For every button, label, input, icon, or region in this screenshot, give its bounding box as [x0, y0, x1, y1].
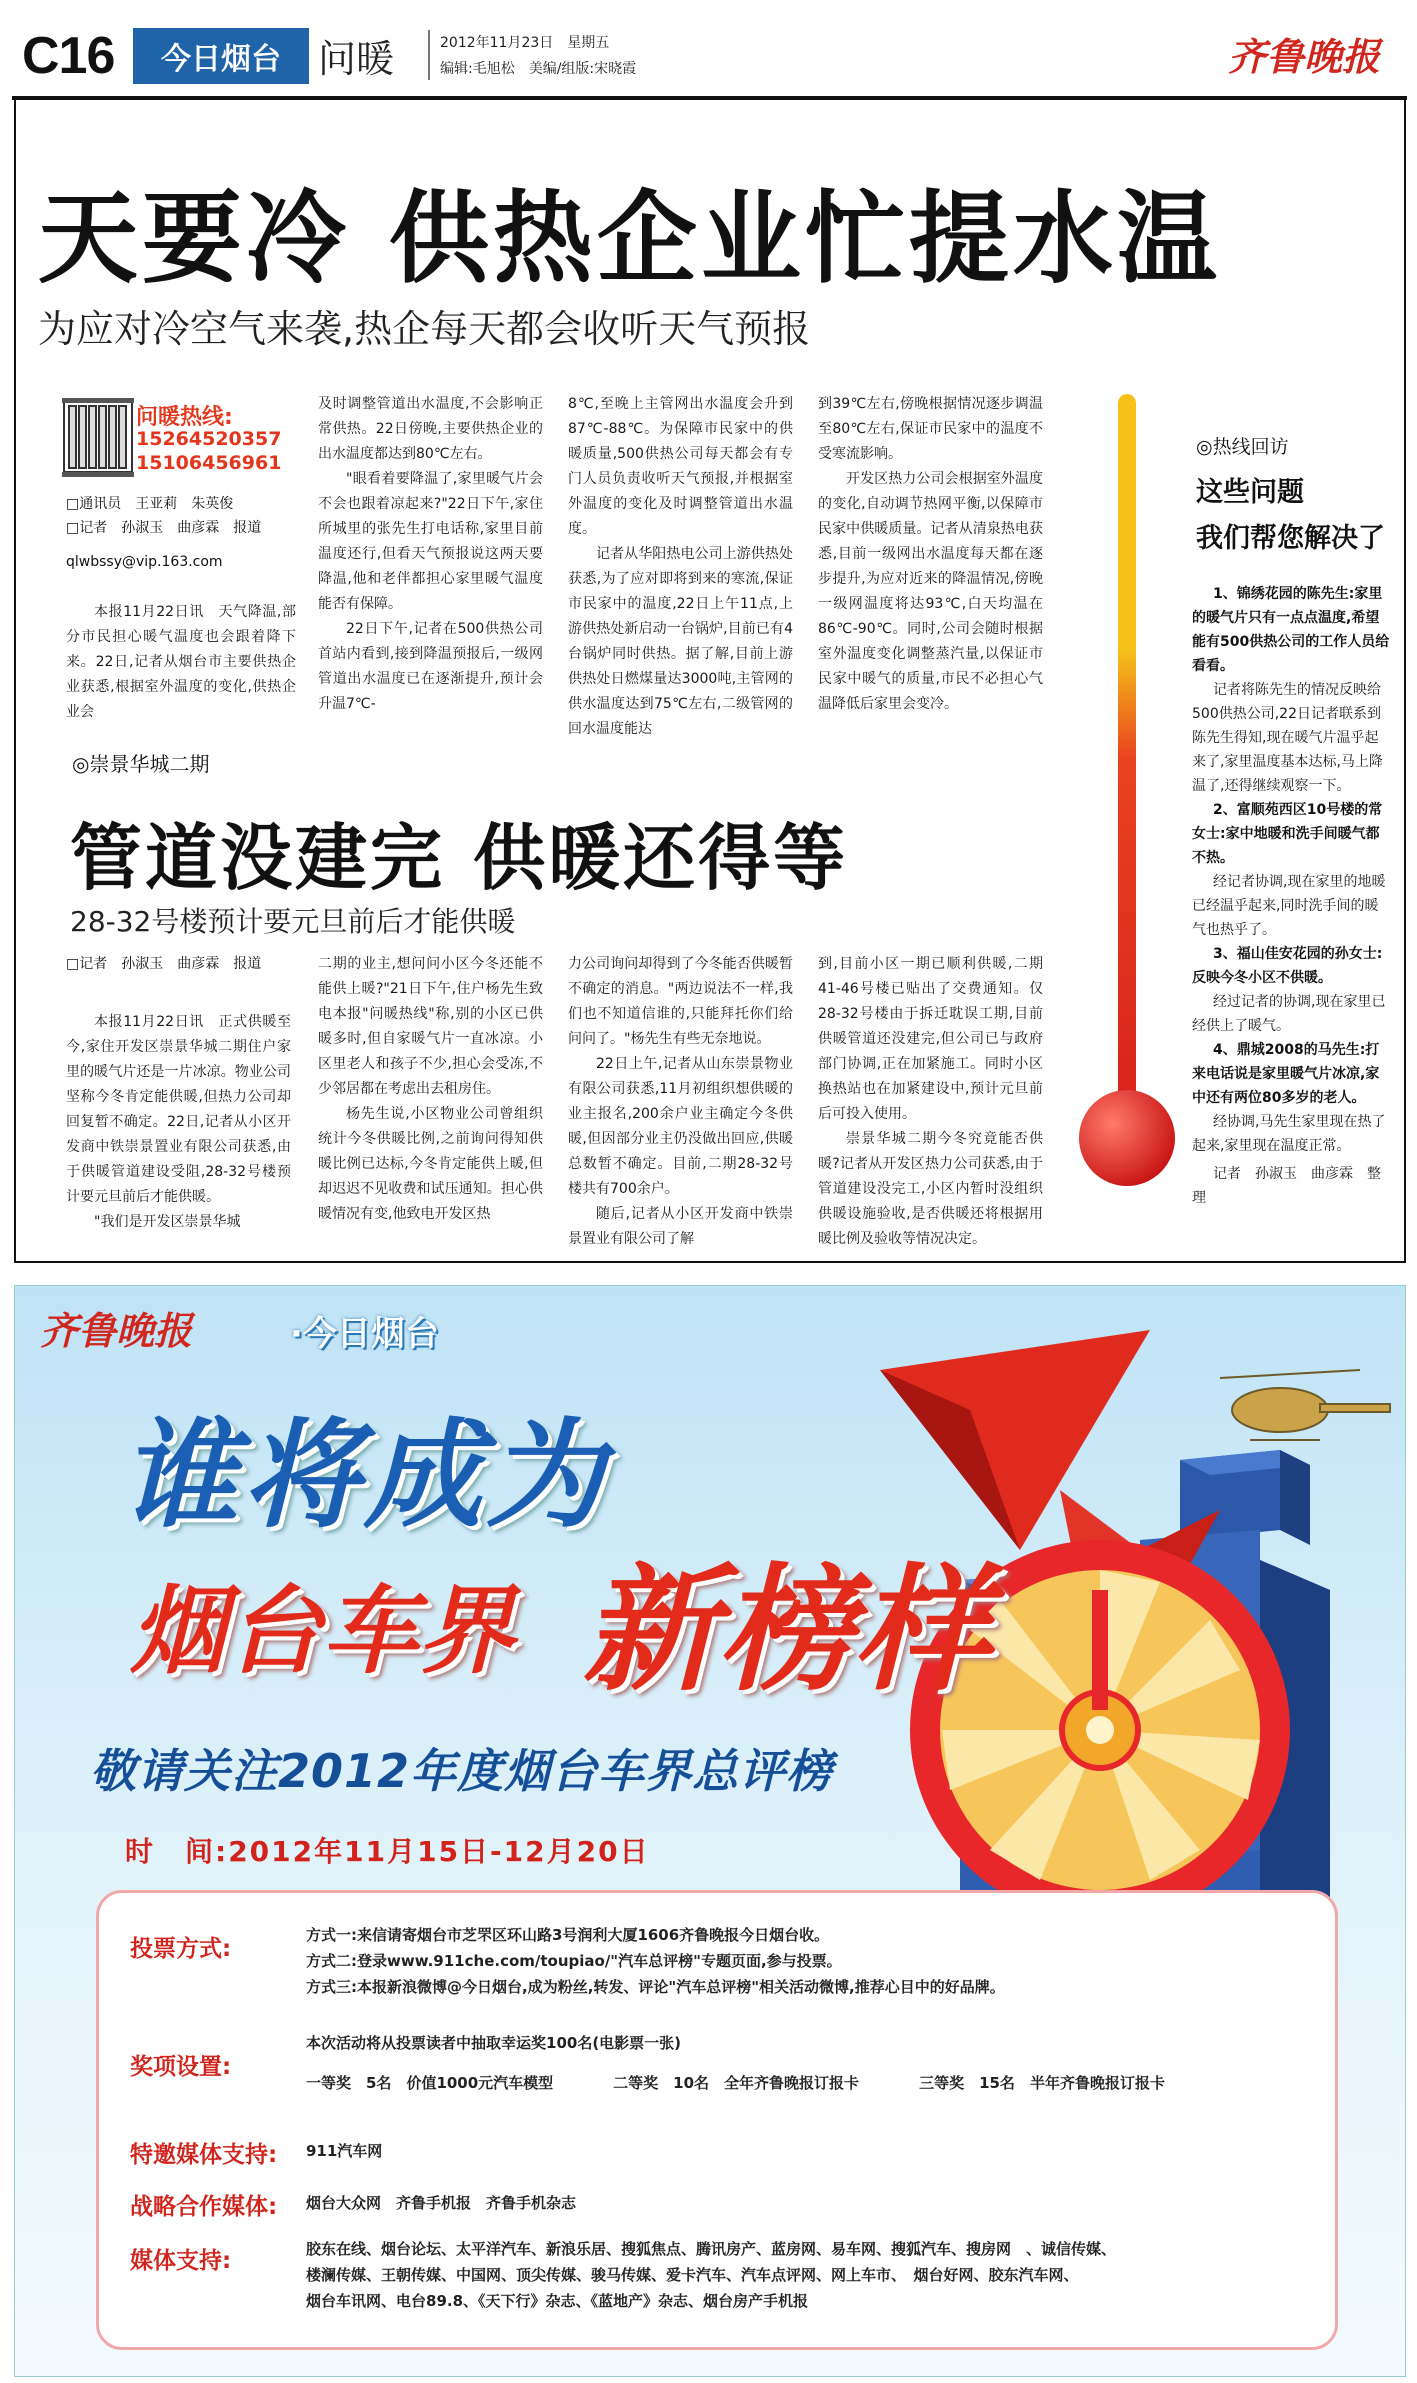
story2-subhead: 28-32号楼预计要元旦前后才能供暖 — [70, 905, 516, 938]
hotline-phone: 15264520357 — [136, 428, 282, 450]
vote-method: 方式二:登录www.911che.com/toupiao/"汽车总评榜"专题页面,参与投票。 — [306, 1952, 842, 1970]
special-media: 911汽车网 — [306, 2142, 383, 2160]
ad-event-dates: 时 间:2012年11月15日-12月20日 — [125, 1835, 650, 1868]
prize-line: 一等奖 5名 价值1000元汽车模型 二等奖 10名 全年齐鲁晚报订报卡 三等奖 15名 半年齐鲁晚报订报卡 — [306, 2074, 1165, 2092]
paragraph: 杨先生说,小区物业公司曾组织统计今冬供暖比例,之前询问得知供暖比例已达标,今冬肯定能供上暖,但却迟迟不见收费和试压通知。担心供暖情况有变,他致电开发区热 — [318, 1106, 543, 1222]
media-support-label: 媒体支持: — [130, 2248, 232, 2274]
prize-label: 奖项设置: — [130, 2054, 232, 2080]
media-line: 烟台车讯网、电台89.8、《天下行》杂志、《蓝地产》杂志、烟台房产手机报 — [306, 2292, 809, 2310]
thermometer-illustration — [1075, 390, 1179, 1190]
paragraph: "眼看着要降温了,家里暖气片会不会也跟着凉起来?"22日下午,家住所城里的张先生打电话称,家里目前温度还行,但看天气预报说这两天要降温,他和老伴都担心家里暖气温度能否有保障。 — [318, 471, 543, 612]
media-support-list — [306, 2236, 1316, 2314]
sidebar-item-answer: 记者将陈先生的情况反映给500供热公司,22日记者联系到陈先生得知,现在暖气片温乎起来了,家里温度基本达标,马上降温了,还得继续观察一下。 — [1192, 682, 1383, 794]
radiator-icon — [62, 396, 134, 478]
sidebar-heading: 这些问题 — [1196, 477, 1304, 508]
sidebar-item-question: 4、鼎城2008的马先生:打来电话说是家里暖气片冰凉,家中还有两位80多岁的老人。 — [1192, 1042, 1380, 1106]
sidebar-byline: 记者 孙淑玉 曲彦霖 整理 — [1192, 1166, 1381, 1206]
partner-media-label: 战略合作媒体: — [130, 2194, 278, 2220]
vote-methods — [306, 1922, 1316, 2000]
sidebar-item-question: 2、富顺苑西区10号楼的常女士:家中地暖和洗手间暖气都不热。 — [1192, 802, 1383, 866]
sidebar-tag: ◎热线回访 — [1196, 436, 1289, 458]
special-media-label: 特邀媒体支持: — [130, 2142, 278, 2168]
story2-column-1 — [66, 1010, 291, 1250]
sidebar-item-answer: 经记者协调,现在家里的地暖已经温乎起来,同时洗手间的暖气也热乎了。 — [1192, 874, 1386, 938]
byline-line: □通讯员 王亚莉 朱英俊 — [66, 496, 234, 512]
paragraph: 记者从华阳热电公司上游供热处获悉,为了应对即将到来的寒流,保证市民家中的温度,22日上午11点,上游供热处新启动一台锅炉,目前已有4台锅炉同时供热。据了解,目前上游供热处日燃煤量达3000吨,主管网的供水温度达到75℃左右,二级管网的回水温度能达 — [568, 546, 793, 737]
ad-headline: 谁将成为 — [120, 1406, 609, 1544]
email: qlwbssy@vip.163.com — [66, 554, 223, 570]
story2-headline: 管道没建完 供暖还得等 — [70, 816, 849, 900]
column-label: 问暖 — [318, 37, 395, 81]
ad-headline: 烟台车界 — [130, 1575, 514, 1687]
paragraph: 崇景华城二期今冬究竟能否供暖?记者从开发区热力公司获悉,由于管道建设没完工,小区内暂时没组织供暖设施验收,是否供暖还将根据用暖比例及验收等情况决定。 — [818, 1131, 1043, 1247]
hotline-title: 问暖热线: — [136, 405, 233, 430]
byline-line: □记者 孙淑玉 曲彦霖 报道 — [66, 520, 262, 536]
sidebar-item — [1192, 1038, 1392, 1110]
issue-date: 2012年11月23日 星期五 — [440, 35, 610, 51]
paragraph: 本报11月22日讯 天气降温,部分市民担心暖气温度也会跟着降下来。22日,记者从烟台市主要供热企业获悉,根据室外温度的变化,供热企业会 — [66, 604, 296, 720]
story2-byline: □记者 孙淑玉 曲彦霖 报道 — [66, 956, 262, 972]
newspaper-masthead: 齐鲁晚报 — [1228, 34, 1381, 79]
paragraph: 随后,记者从小区开发商中铁崇景置业有限公司了解 — [568, 1206, 793, 1247]
sidebar-item-answer: 经过记者的协调,现在家里已经供上了暖气。 — [1192, 994, 1386, 1034]
story1-column-4 — [818, 392, 1043, 722]
page-number: C16 — [22, 27, 115, 85]
ad-headline-emphasis: 新榜样 — [582, 1552, 990, 1710]
paragraph: 到,目前小区一期已顺利供暖,二期41-46号楼已贴出了交费通知。仅28-32号楼由于拆迁耽误工期,目前供暖管道还没建完,但公司已与政府部门协调,正在加紧施工。同时小区换热站也在加紧建设中,预计元旦前后可投入使用。 — [818, 956, 1043, 1122]
sidebar-item-question: 3、福山佳安花园的孙女士:反映今冬小区不供暖。 — [1192, 946, 1383, 986]
sidebar-body — [1192, 582, 1392, 1252]
paragraph: 22日上午,记者从山东崇景物业有限公司获悉,11月初组织想供暖的业主报名,200余户业主确定今冬供暖,但因部分业主仍没做出回应,供暖总数暂不确定。目前,二期28-32号楼共有700余户。 — [568, 1056, 793, 1197]
prize-line: 本次活动将从投票读者中抽取幸运奖100名(电影票一张) — [306, 2034, 682, 2052]
sidebar-item-answer: 经协调,马先生家里现在热了起来,家里现在温度正常。 — [1192, 1114, 1386, 1154]
paragraph: 开发区热力公司会根据室外温度的变化,自动调节热网平衡,以保障市民家中供暖质量。记者从清泉热电获悉,目前一级网出水温度每天都在逐步提升,为应对近来的降温情况,傍晚一级网温度将达93℃,白天均温在86℃-90℃。同时,公司会随时根据室外温度变化调整蒸汽量,以保证市民家中暖气的质量,市民不必担心气温降低后家里会变冷。 — [818, 471, 1043, 712]
hotline-phone: 15106456961 — [136, 452, 282, 474]
media-line: 楼澜传媒、王朝传媒、中国网、顶尖传媒、骏马传媒、爱卡汽车、汽车点评网、网上车市、 烟台好网、胶东汽车网、 — [306, 2266, 1079, 2284]
story1-column-3 — [568, 392, 793, 737]
sidebar-item — [1192, 942, 1392, 990]
section-label: 今日烟台 — [133, 28, 309, 84]
vote-method: 方式一:来信请寄烟台市芝罘区环山路3号润利大厦1606齐鲁晚报今日烟台收。 — [306, 1926, 830, 1944]
header-divider — [428, 30, 430, 80]
sidebar-heading: 我们帮您解决了 — [1196, 523, 1385, 554]
byline — [66, 492, 296, 574]
story2-column-4 — [818, 952, 1043, 1250]
partner-media: 烟台大众网 齐鲁手机报 齐鲁手机杂志 — [306, 2194, 577, 2212]
ad-masthead-logo: 齐鲁晚报 — [40, 1308, 193, 1353]
paragraph: 22日下午,记者在500供热公司首站内看到,接到降温预报后,一级网管道出水温度已在逐渐提升,预计会升温7℃- — [318, 621, 543, 712]
paragraph: 到39℃左右,傍晚根据情况逐步调温至80℃左右,保证市民家中的温度不受寒流影响。 — [818, 396, 1043, 462]
paragraph: "我们是开发区崇景华城 — [94, 1214, 241, 1230]
story1-column-1 — [66, 600, 296, 720]
story2-column-2 — [318, 952, 543, 1250]
paragraph: 及时调整管道出水温度,不会影响正常供热。22日傍晚,主要供热企业的出水温度都达到80℃左右。 — [318, 396, 543, 462]
paragraph: 8℃,至晚上主管网出水温度会升到87℃-88℃。为保障市民家中的供暖质量,500供热公司每天都会有专门人员负责收听天气预报,并根据室外温度的变化及时调整管道出水温度。 — [568, 396, 793, 537]
main-subhead: 为应对冷空气来袭,热企每天都会收听天气预报 — [38, 307, 811, 351]
vote-method-label: 投票方式: — [130, 1936, 232, 1962]
main-headline: 天要冷 供热企业忙提水温 — [38, 180, 1221, 297]
editor-credits: 编辑:毛旭松 美编/组版:宋晓霞 — [440, 61, 637, 77]
ad-subtitle: 敬请关注2012年度烟台车界总评榜 — [90, 1744, 834, 1798]
story1-column-2 — [318, 392, 543, 722]
story2-column-3 — [568, 952, 793, 1250]
paragraph: 本报11月22日讯 正式供暖至今,家住开发区崇景华城二期住户家里的暖气片还是一片冰凉。物业公司坚称今冬肯定能供暖,但热力公司却回复暂不确定。22日,记者从小区开发商中铁崇景置业有限公司获悉,由于供暖管道建设受阻,28-32号楼预计要元旦前后才能供暖。 — [66, 1014, 291, 1205]
story2-location-tag: ◎崇景华城二期 — [72, 752, 210, 776]
sidebar-item — [1192, 798, 1392, 870]
sidebar-item — [1192, 582, 1392, 678]
media-line: 胶东在线、烟台论坛、太平洋汽车、新浪乐居、搜狐焦点、腾讯房产、蓝房网、易车网、搜狐汽车、搜房网 、诚信传媒、 — [306, 2240, 1117, 2258]
ad-section-logo: ·今日烟台 — [290, 1314, 439, 1354]
prize-details — [306, 2030, 1316, 2096]
sidebar-item-question: 1、锦绣花园的陈先生:家里的暖气片只有一点点温度,希望能有500供热公司的工作人员给看看。 — [1192, 586, 1390, 674]
paragraph: 二期的业主,想问问小区今冬还能不能供上暖?"21日下午,住户杨先生致电本报"问暖热线"称,别的小区已供暖多时,但自家暖气片一直冰凉。小区里老人和孩子不少,担心会受冻,不少邻居都在考虑出去租房住。 — [318, 956, 543, 1097]
paragraph: 力公司询问却得到了今冬能否供暖暂不确定的消息。"两边说法不一样,我们也不知道信谁的,只能拜托你们给问问了。"杨先生有些无奈地说。 — [568, 956, 793, 1047]
vote-method: 方式三:本报新浪微博@今日烟台,成为粉丝,转发、评论"汽车总评榜"相关活动微博,推荐心目中的好品牌。 — [306, 1978, 1005, 1996]
